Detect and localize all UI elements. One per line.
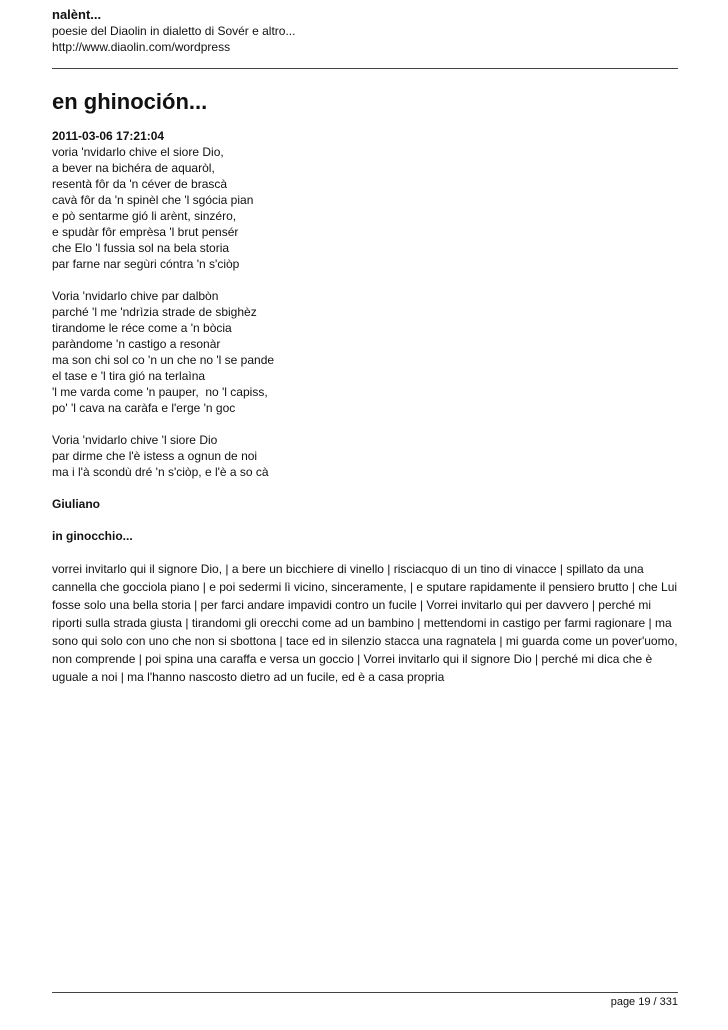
poem-line: par dirme che l'è istess a ognun de noi [52,449,258,463]
poem-line: tirandome le réce come a 'n bòcia [52,321,232,335]
header-divider [52,68,678,69]
poem-line: par farne nar segùri cóntra 'n s'ciòp [52,257,240,271]
poem-line: paràndome 'n castigo a resonàr [52,337,221,351]
poem-line: el tase e 'l tira gió na terlaìna [52,369,206,383]
poem-line: cavà fôr da 'n spinèl che 'l sgócia pian [52,193,254,207]
page-header [52,6,678,55]
document-page [52,0,678,1030]
poem-line: che Elo 'l fussia sol na bela storia [52,241,230,255]
page-number: page 19 / 331 [610,996,678,1008]
poem-line: 'l me varda come 'n pauper, no 'l capiss, [52,385,268,399]
poem-line: parché 'l me 'ndrìzia strade de sbighèz [52,305,257,319]
post-title: en ghinoción... [52,89,208,114]
poem-line: Voria 'nvidarlo chive par dalbòn [52,289,219,303]
poem-line: ma i l'à scondù dré 'n s'ciòp, e l'è a so cà [52,465,269,479]
poem-line: a bever na bichéra de aquaròl, [52,161,215,175]
poem-stanza [52,144,678,272]
poem-line: Voria 'nvidarlo chive 'l siore Dio [52,433,218,447]
poem-line: po' 'l cava na caràfa e l'erge 'n goc [52,401,236,415]
poem-line: voria 'nvidarlo chive el siore Dio, [52,145,224,159]
site-name: nalènt... [52,7,102,22]
poem-line: resentà fôr da 'n céver de brascà [52,177,228,191]
site-url: http://www.diaolin.com/wordpress [52,40,231,54]
post-date: 2011-03-06 17:21:04 [52,129,165,143]
post-body [52,128,678,686]
site-tagline: poesie del Diaolin in dialetto di Sovér e altro... [52,24,296,38]
footer-divider [52,992,678,993]
poem-stanza [52,288,678,416]
translation-text: vorrei invitarlo qui il signore Dio, | a bere un bicchiere di vinello | risciacquo di un tino di vinacce | spillato da una cannella che gocciola piano | e poi sedermi lì vicino, sinceramente, | e sputare rapidamente il pensiero brutto | che Lui fosse solo una bella storia | per farci andare impavidi contro un fucile | Vorrei invitarlo qui per davvero | perché mi riporti sulla strada giusta | tirandomi gli orecchi come ad un bambino | mettendomi in castigo per farmi ragionare | ma sono qui solo con uno che non si sbottona | tace ed in silenzio stacca una ragnatela | mi guarda come un pover'uomo, non comprende | poi spina una caraffa e versa un goccio | Vorrei invitarlo qui il signore Dio | perché mi dica che è uguale a noi | ma l'hanno nascosto dietro ad un fucile, ed è a casa propria [52,562,678,684]
translation-title: in ginocchio... [52,529,133,543]
poem-stanzas [52,144,678,480]
poem-line: ma son chi sol co 'n un che no 'l se pande [52,353,275,367]
poem-stanza [52,432,678,480]
poem-line: e spudàr fôr emprèsa 'l brut pensér [52,225,239,239]
post-signature: Giuliano [52,497,100,511]
poem-line: e pò sentarme gió li arènt, sinzéro, [52,209,237,223]
